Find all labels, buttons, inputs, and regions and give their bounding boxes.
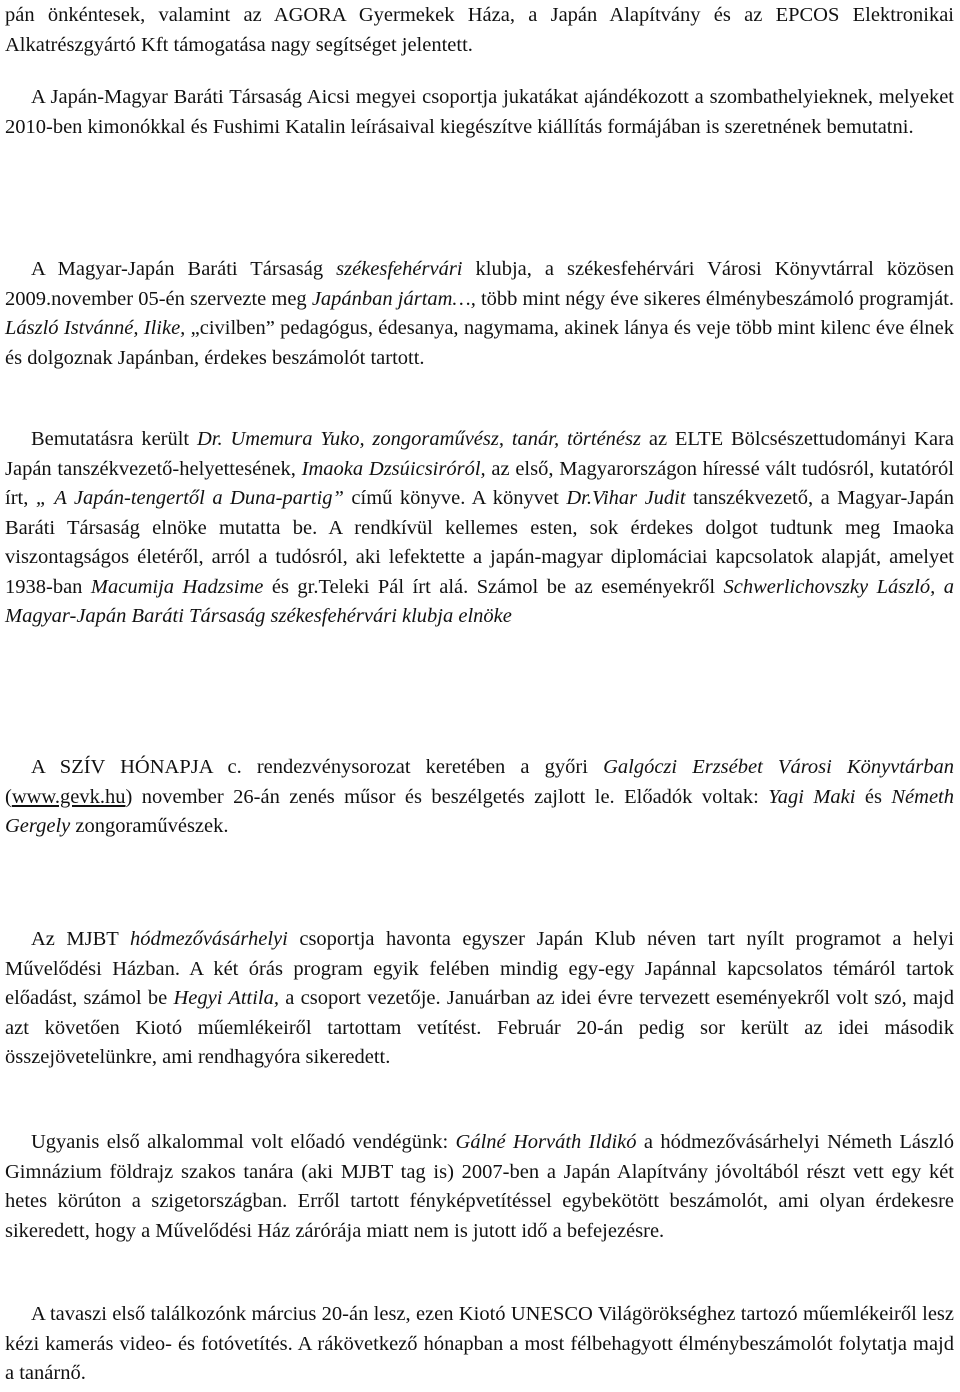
italic-text: Németh Gergely xyxy=(5,785,954,837)
text-run: a hódmezővásárhelyi Németh László Gimnázium földrajz szakos tanára (aki MJBT tag is) 2007-ben a Japán Alapítvány jóvoltából részt vett egy két hetes körúton a szigetországban. Erről tartott fényképvetítéssel egybekötött beszámolót, ami olyan érdekesre sikeredett, hogy a Művelődési Ház zárórája miatt nem is jutott idő a befejezésre. xyxy=(5,1131,954,1242)
italic-text: hódmezővásárhelyi xyxy=(129,928,288,950)
text-run: az ELTE Bölcsészettudományi Kara Japán tanszékvezető-helyettesének, xyxy=(5,428,954,480)
italic-text: székesfehérvári xyxy=(336,258,463,280)
text-run: Az MJBT xyxy=(31,928,130,950)
paragraph-spring-meeting xyxy=(5,1300,954,1389)
text-run: Ugyanis első alkalommal volt előadó vendégünk: xyxy=(31,1131,456,1153)
italic-text: „ A Japán-tengertől a Duna-partig” xyxy=(35,487,344,509)
text-run: A SZÍV HÓNAPJA c. rendezvénysorozat keretében a győri xyxy=(31,756,604,778)
text-run: ) november 26-án zenés műsor és beszélgetés zajlott le. Előadók voltak: xyxy=(125,785,769,808)
text-run: „civilben” pedagógus, édesanya, nagymama, akinek lánya és veje több mint kilenc éve élnek és dolgoznak Japánban, érdekes beszámolót tartott. xyxy=(5,317,955,369)
paragraph-volunteers-support xyxy=(5,1,954,60)
text-run: az első, Magyarországon híressé vált tudósról, kutatóról írt, xyxy=(5,457,954,509)
text-run: Bemutatásra került xyxy=(31,428,197,450)
text-run: A Magyar-Japán Baráti Társaság xyxy=(31,258,337,280)
paragraph-book-presentation xyxy=(5,425,954,632)
italic-text: László Istvánné, Ilike, xyxy=(5,317,186,339)
text-run: zongoraművészek. xyxy=(70,815,229,837)
text-run: több mint négy éve sikeres élménybeszámoló programját. xyxy=(475,287,955,310)
paragraph-aichi-yukata xyxy=(5,83,954,142)
text-run: A Japán-Magyar Baráti Társaság Aicsi megyei csoportja jukatákat ajándékozott a szombathelyieknek, melyeket 2010-ben kimonókkal és Fushimi Katalin leírásaival kiegészítve kiállítás formájában is szeretnének bemutatni. xyxy=(5,86,954,138)
text-run: és gr.Teleki Pál írt alá. Számol be az eseményekről xyxy=(263,575,724,598)
text-run: klubja, a székesfehérvári Városi Könyvtárral közösen 2009.november 05-én szervezte meg xyxy=(5,258,954,310)
italic-text: Schwerlichovszky László, a Magyar-Japán Baráti Társaság székesfehérvári klubja elnöke xyxy=(5,575,954,627)
text-run: című könyve. A könyvet xyxy=(343,487,567,509)
italic-text: Hegyi Attila, xyxy=(173,987,279,1009)
website-link[interactable]: www.gevk.hu xyxy=(11,785,126,808)
paragraph-heart-month-gyor xyxy=(5,753,954,842)
text-run: tanszékvezető, a Magyar-Japán Baráti Társaság elnöke mutatta be. A rendkívül kellemes esten, sok érdekes dolgot tudtunk meg Imaoka viszontagságos életéről, arról a tudósról, aki lefektette a japán-magyar diplomáciai kapcsolatok alapját, amelyet 1938-ban xyxy=(5,487,954,598)
paragraph-hodmezovasarhely-group xyxy=(5,925,954,1073)
text-run: A tavaszi első találkozónk március 20-án lesz, ezen Kiotó UNESCO Világörökséghez tartozó műemlékeiről lesz kézi kamerás video- és fotóvetítés. A rákövetkező hónapban a most félbehagyott élménybeszámolót folytatja majd a tanárnő. xyxy=(5,1303,954,1384)
text-run: és xyxy=(855,785,892,808)
italic-text: Yagi Maki xyxy=(768,785,856,808)
italic-text: Gálné Horváth Ildikó xyxy=(455,1131,637,1153)
paragraph-guest-speaker xyxy=(5,1128,954,1246)
text-run: ( xyxy=(5,785,12,808)
paragraph-szekesfehervar-club xyxy=(5,255,954,373)
italic-text: Japánban jártam…, xyxy=(311,287,476,310)
italic-text: Imaoka Dzsúicsiróról, xyxy=(301,457,486,480)
italic-text: Galgóczi Erzsébet Városi Könyvtárban xyxy=(603,756,955,778)
italic-text: Macumija Hadzsime xyxy=(90,575,264,598)
text-run: a csoport vezetője. Januárban az idei évre tervezett eseményekről volt szó, majd azt követően Kiotó műemlékeiről tartottam vetítést. Február 20-án pedig sor került az idei második összejövetelünkre, ami rendhagyóra sikeredett. xyxy=(5,987,954,1068)
text-run: csoportja havonta egyszer Japán Klub néven tart nyílt programot a helyi Művelődési Házban. A két órás program egyik felében mindig egy-egy Japánnal kapcsolatos témáról tartok előadást, számol be xyxy=(5,928,954,1009)
text-run: pán önkéntesek, valamint az AGORA Gyermekek Háza, a Japán Alapítvány és az EPCOS Elektronikai Alkatrészgyártó Kft támogatása nagy segítséget jelentett. xyxy=(5,4,954,56)
italic-text: Dr.Vihar Judit xyxy=(566,487,686,509)
italic-text: Dr. Umemura Yuko, zongoraművész, tanár, történész xyxy=(197,428,641,450)
